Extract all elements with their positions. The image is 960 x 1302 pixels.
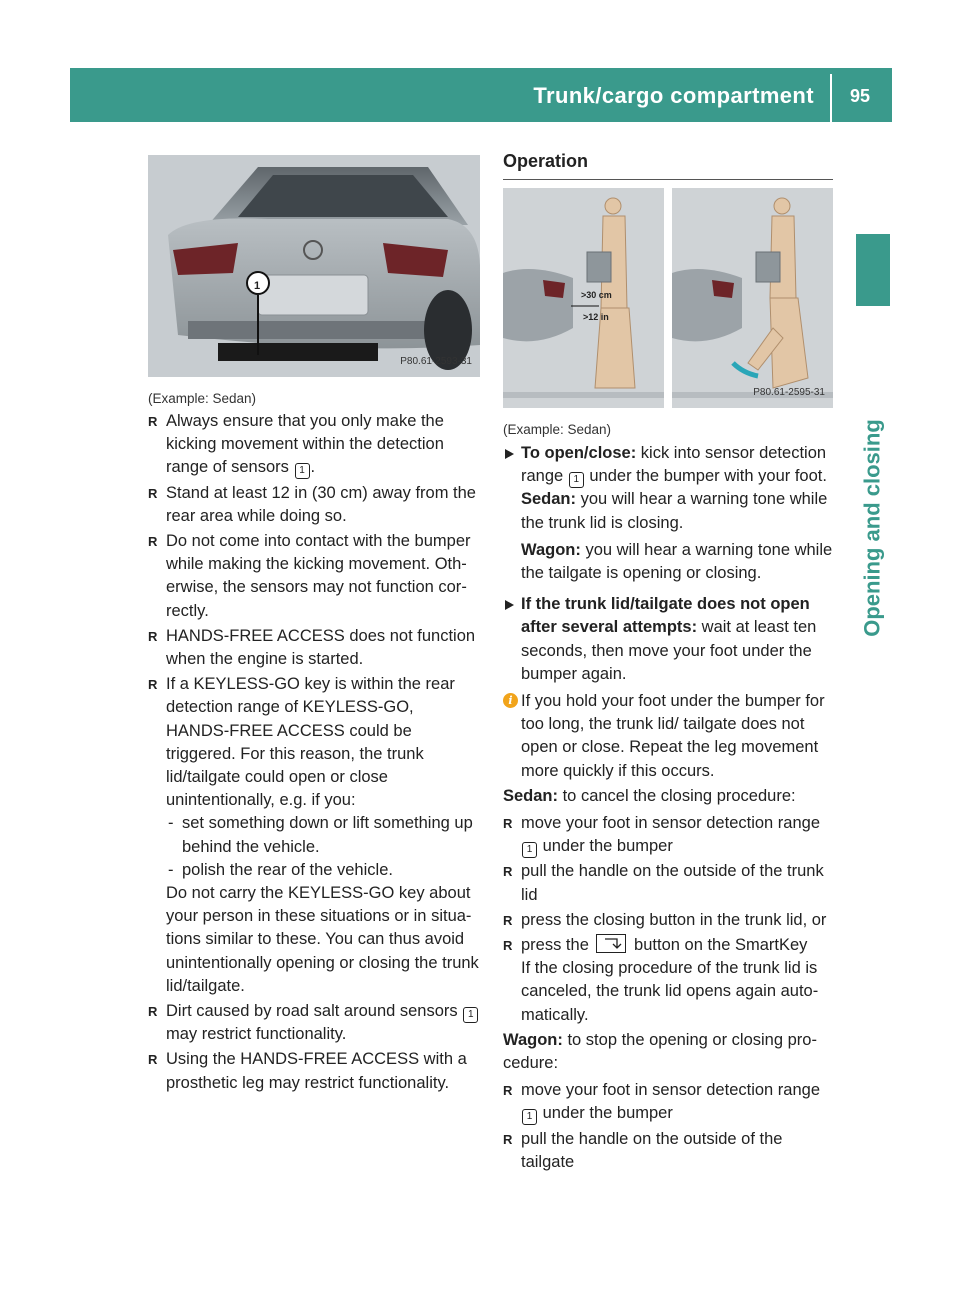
- list-item-text: Dirt caused by road salt around sensors: [166, 1002, 463, 1021]
- list-item-text: press the closing button in the trunk lid, or: [521, 910, 827, 929]
- step-label: To open/close:: [521, 444, 637, 462]
- chapter-label: Opening and closing: [859, 419, 885, 637]
- distance-in-label: >12 in: [583, 312, 609, 322]
- list-item-text: button on the SmartKey: [629, 936, 808, 955]
- list-item-text: press the: [521, 936, 594, 955]
- info-note: [503, 690, 833, 783]
- callout-marker: 1: [522, 1109, 537, 1125]
- sedan-cancel-list: [503, 812, 833, 1027]
- figure-caption: (Example: Sedan): [503, 422, 612, 437]
- callout-marker: 1: [522, 842, 537, 858]
- right-column: [503, 442, 833, 1176]
- list-item-text: Do not come into contact with the bumper while making the kicking movement. Otherwise, the sensors may not function correctly.: [166, 532, 471, 620]
- operation-figure: [503, 188, 833, 408]
- section-title: Trunk/cargo compartment: [533, 83, 814, 108]
- step-text: under the bumper with your foot.: [584, 467, 827, 486]
- chapter-tab: [842, 318, 902, 738]
- paragraph-text: to stop the opening or closing procedure:: [503, 1030, 817, 1073]
- list-item-text: Using the HANDS-FREE ACCESS with a prosthetic leg may restrict functionality.: [166, 1050, 467, 1092]
- list-item: [503, 812, 833, 858]
- info-text: If you hold your foot under the bumper for too long, the trunk lid/ tailgate does not open or close. Repeat the leg movement more quickly if this occurs.: [521, 692, 825, 780]
- list-item-note: Do not carry the KEYLESS-GO key about your person in these situations or in situations similar to these. You can thus avoid unintentionally opening or closing the trunk lid/tailgate.: [166, 884, 479, 995]
- list-item: [503, 860, 833, 906]
- list-item: [148, 530, 480, 623]
- sedan-label: Sedan:: [521, 490, 577, 509]
- list-item: [148, 1048, 480, 1094]
- wagon-label: Wagon:: [503, 1030, 563, 1049]
- callout-marker: 1: [569, 472, 584, 488]
- list-item-text: under the bumper: [538, 1104, 673, 1123]
- list-item: [148, 482, 480, 528]
- list-item-text: R If a KEYLESS-GO key is within the rear detection range of KEYLESS-GO, HANDS-FREE ACCESS could be triggered. For this reason, the trunk lid/tailgate could open or close unintentionally, e.g. if you:: [166, 675, 455, 810]
- list-item: [503, 1128, 833, 1174]
- wagon-label: Wagon:: [521, 540, 581, 559]
- list-item: [503, 909, 833, 932]
- list-item-text: pull the handle on the outside of the tailgate: [521, 1129, 783, 1171]
- trunk-key-icon: [596, 934, 626, 953]
- callout-marker: 1: [295, 463, 310, 479]
- paragraph-text: to cancel the closing procedure:: [558, 786, 796, 805]
- distance-cm-label: >30 cm: [581, 290, 612, 300]
- list-item-text: move your foot in sensor detection range: [521, 1081, 821, 1100]
- list-item-text: Always ensure that you only make the kicking movement within the detection range of sensors: [166, 412, 444, 477]
- safety-list: [148, 410, 480, 1095]
- dash-item: - set something down or lift something up behind the vehicle.: [166, 812, 480, 858]
- step-retry: [503, 593, 833, 686]
- step-open-close: [503, 442, 833, 585]
- figure-callout: 1: [254, 280, 261, 292]
- list-item-text: HANDS-FREE ACCESS does not function when the engine is started.: [166, 626, 476, 669]
- figure-code: P80.61-2593-31: [400, 355, 472, 367]
- operation-illustration: [503, 188, 833, 408]
- figure-caption: (Example: Sedan): [148, 391, 257, 406]
- step-label: If the trunk lid/tailgate does not open after several attempts:: [521, 595, 810, 637]
- sedan-rear-illustration: [148, 155, 480, 377]
- list-item: [148, 625, 480, 671]
- step-text: you will hear a warning tone while the tailgate is opening or closing.: [521, 540, 833, 583]
- sedan-label: Sedan:: [503, 786, 559, 805]
- list-item: [148, 673, 480, 998]
- step-text: kick into sensor detection range: [521, 444, 827, 486]
- list-item-note: If the closing procedure of the trunk lid is canceled, the trunk lid opens again automatically.: [521, 959, 819, 1024]
- chapter-marker: [856, 234, 890, 306]
- page-number: 95: [849, 86, 870, 106]
- list-item-text: Stand at least 12 in (30 cm) away from the rear area while doing so.: [166, 483, 476, 525]
- figure-code: P80.61-2595-31: [753, 386, 825, 398]
- list-item: [148, 410, 480, 480]
- step-text: you will hear a warning tone while the trunk lid is closing.: [521, 490, 828, 532]
- list-item: [503, 934, 833, 1027]
- list-item: [503, 1079, 833, 1125]
- dash-item: - polish the rear of the vehicle.: [166, 859, 480, 882]
- info-icon: i: [503, 693, 518, 708]
- list-item-text: under the bumper: [538, 837, 673, 856]
- list-item-text: move your foot in sensor detection range: [521, 814, 821, 833]
- left-column: [148, 410, 480, 1097]
- step-text: wait at least ten seconds, then move your foot under the bumper again.: [521, 618, 817, 683]
- list-item-text: pull the handle on the outside of the trunk lid: [521, 862, 824, 904]
- list-item-text: .: [310, 458, 316, 477]
- callout-marker: 1: [463, 1007, 478, 1023]
- sedan-rear-figure: [148, 155, 480, 377]
- wagon-stop-list: [503, 1079, 833, 1174]
- list-item: [148, 1000, 480, 1046]
- list-item-text: may restrict functionality.: [166, 1025, 347, 1044]
- header-divider: [830, 74, 832, 122]
- page-header: [70, 68, 892, 122]
- dash-list: [166, 812, 480, 882]
- operation-heading: Operation: [503, 150, 833, 180]
